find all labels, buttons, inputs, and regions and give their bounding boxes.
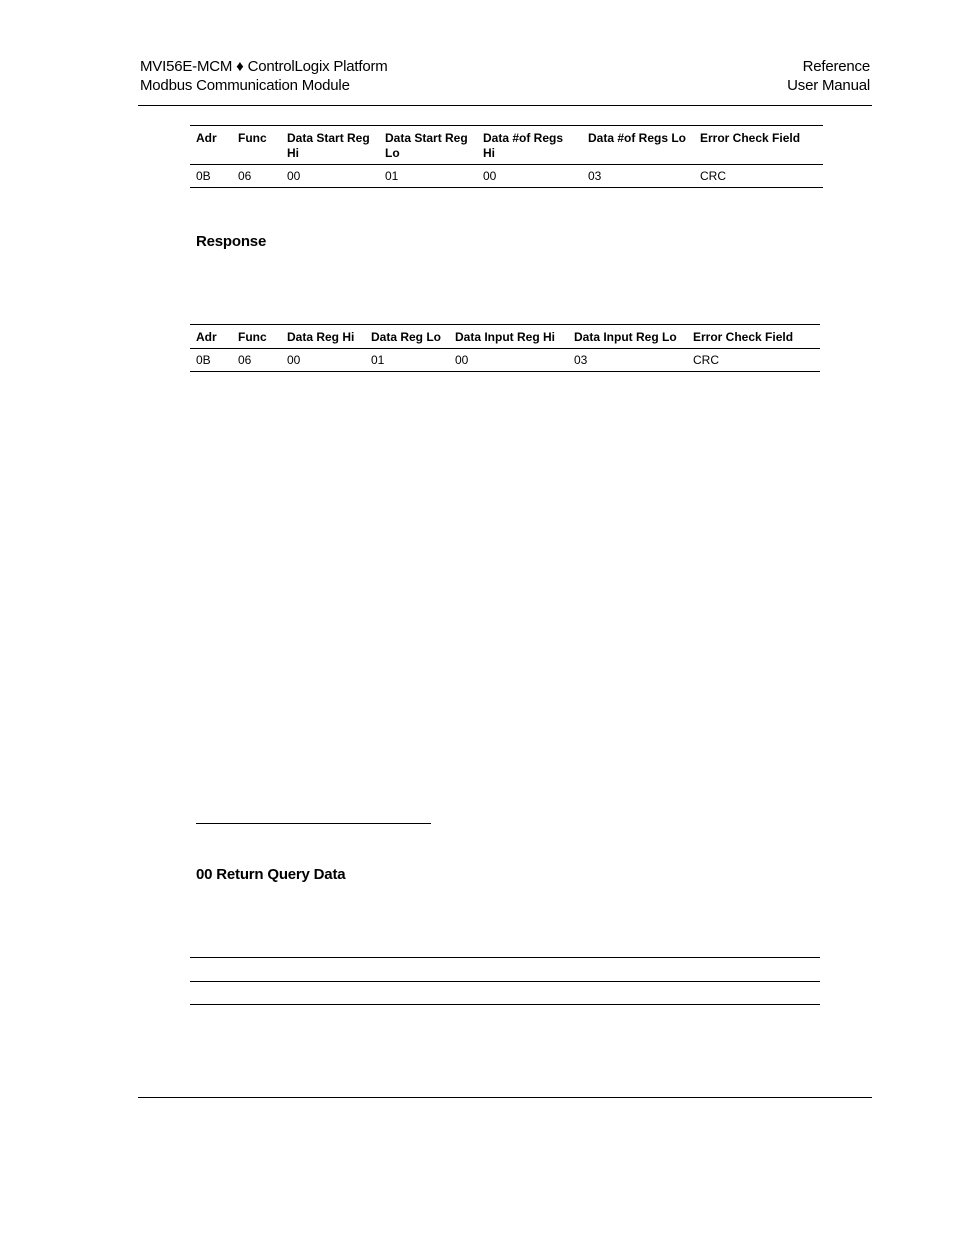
table-cell: 0B: [190, 165, 232, 188]
response-heading: Response: [196, 233, 267, 250]
table-row: [190, 349, 820, 372]
table-cell: 06: [232, 349, 281, 372]
table-row: [190, 165, 823, 188]
running-header-right: [787, 57, 870, 95]
empty-table-bottom-rule: [190, 1004, 820, 1005]
header-product-title: MVI56E-MCM ♦ ControlLogix Platform: [140, 58, 388, 75]
header-section-name: Reference: [802, 58, 870, 75]
table-cell: 06: [232, 165, 281, 188]
table-cell: 00: [281, 165, 379, 188]
table-cell: 00: [449, 349, 568, 372]
empty-table-top-rule: [190, 957, 820, 958]
column-header: Data #of Regs Lo: [582, 126, 694, 165]
table-cell: 01: [379, 165, 477, 188]
table-cell: 03: [582, 165, 694, 188]
table-cell: 00: [477, 165, 582, 188]
table-cell: 01: [365, 349, 449, 372]
table-cell: 00: [281, 349, 365, 372]
column-header: Data Reg Lo: [365, 325, 449, 349]
return-query-data-heading: 00 Return Query Data: [196, 866, 346, 883]
header-document-type: User Manual: [787, 77, 870, 94]
column-header: Adr: [190, 325, 232, 349]
query-table: [190, 125, 823, 188]
column-header: Func: [232, 325, 281, 349]
header-divider: [138, 105, 872, 106]
column-header: Func: [232, 126, 281, 165]
column-header: Data #of Regs Hi: [477, 126, 582, 165]
table-cell: 03: [568, 349, 687, 372]
table-cell: 0B: [190, 349, 232, 372]
footnote-separator: [196, 823, 431, 824]
column-header: Adr: [190, 126, 232, 165]
table-header-row: [190, 325, 820, 349]
header-product-subtitle: Modbus Communication Module: [140, 77, 350, 94]
running-header-left: [140, 57, 388, 95]
column-header: Data Start Reg Hi: [281, 126, 379, 165]
column-header: Error Check Field: [687, 325, 820, 349]
table-cell: CRC: [694, 165, 823, 188]
table-header-row: [190, 126, 823, 165]
table-cell: CRC: [687, 349, 820, 372]
footer-divider: [138, 1097, 872, 1098]
empty-table-middle-rule: [190, 981, 820, 982]
column-header: Data Input Reg Hi: [449, 325, 568, 349]
column-header: Data Input Reg Lo: [568, 325, 687, 349]
column-header: Error Check Field: [694, 126, 823, 165]
column-header: Data Reg Hi: [281, 325, 365, 349]
response-table: [190, 324, 820, 372]
column-header: Data Start Reg Lo: [379, 126, 477, 165]
